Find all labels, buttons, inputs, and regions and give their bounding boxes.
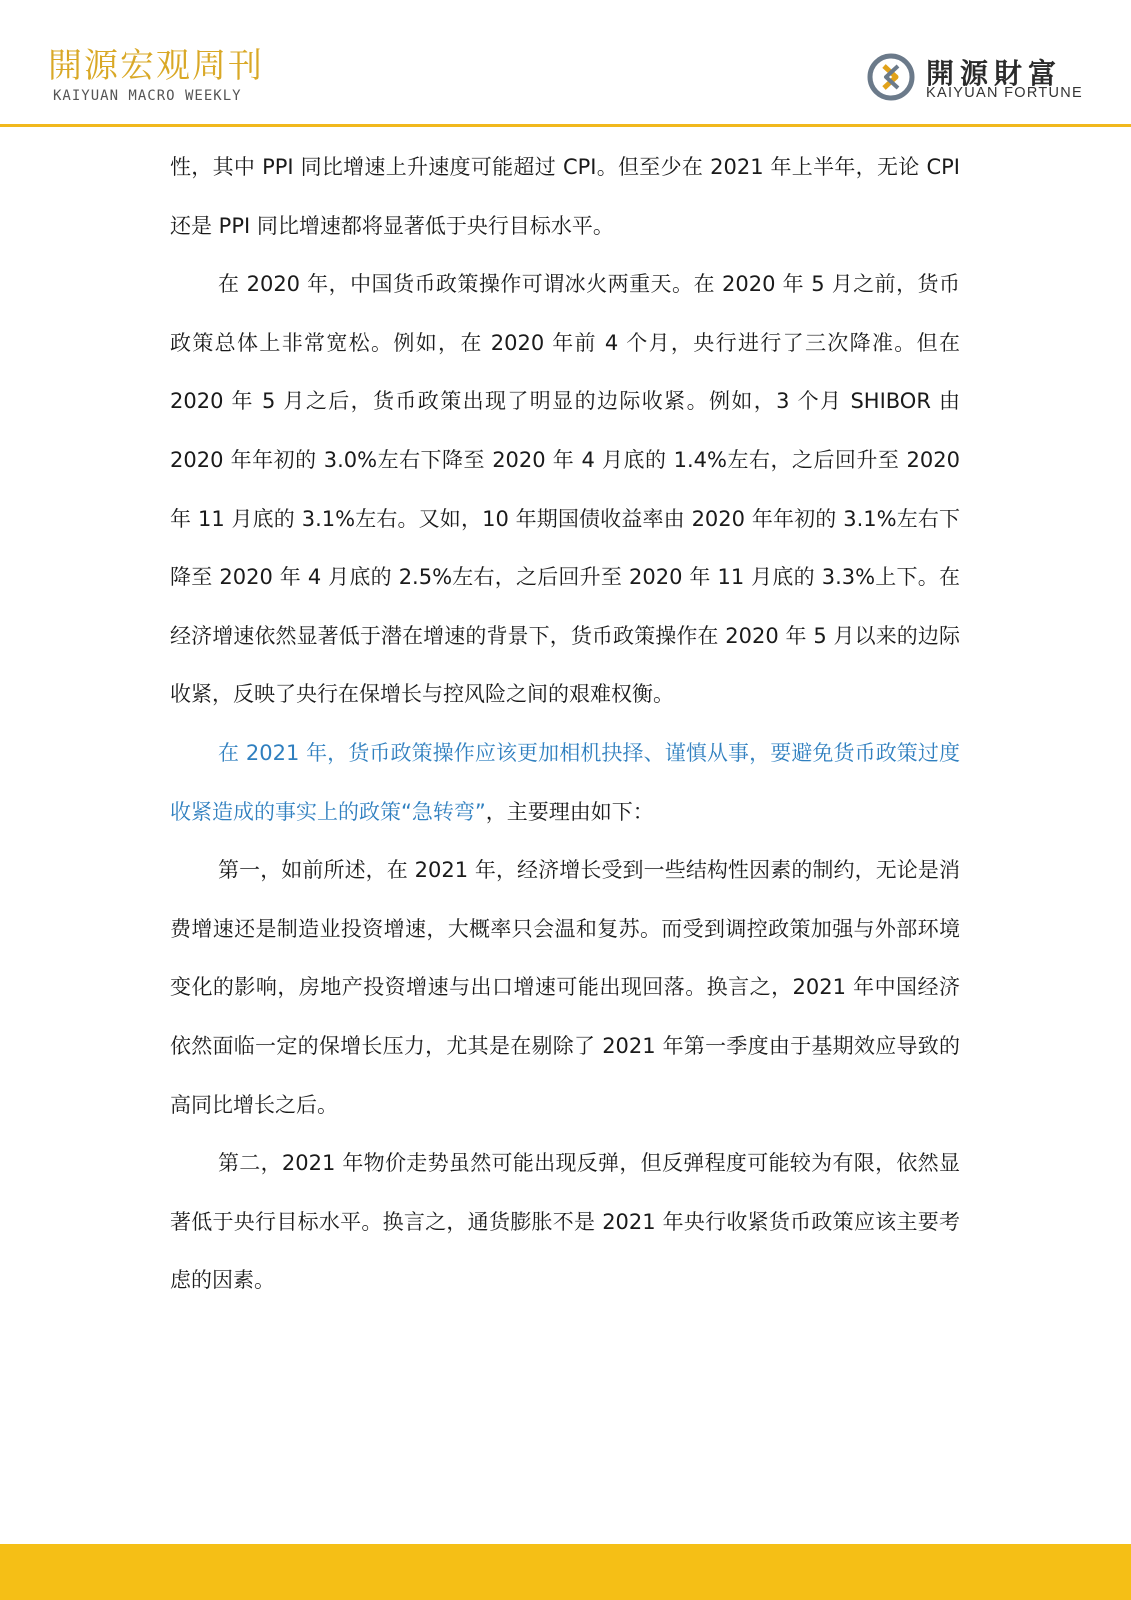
- paragraph-1: 性，其中 PPI 同比增速上升速度可能超过 CPI。但至少在 2021 年上半年，无论 CPI 还是 PPI 同比增速都将显著低于央行目标水平。: [170, 155, 960, 238]
- footer-bar: [0, 1544, 1131, 1600]
- paragraph-3: [170, 724, 960, 841]
- paragraph-5: 第二，2021 年物价走势虽然可能出现反弹，但反弹程度可能较为有限，依然显著低于央行目标水平。换言之，通货膨胀不是 2021 年央行收紧货币政策应该主要考虑的因素。: [170, 1151, 960, 1293]
- paragraph-2: 在 2020 年，中国货币政策操作可谓冰火两重天。在 2020 年 5 月之前，货币政策总体上非常宽松。例如，在 2020 年前 4 个月，央行进行了三次降准。但在 2020 年 5 月之后，货币政策出现了明显的边际收紧。例如，3 个月 SHIBOR 由 2020 年年初的 3.0%左右下降至 2020 年 4 月底的 1.4%左右，之后回升至 2020 年 11 月底的 3.1%左右。又如，10 年期国债收益率由 2020 年年初的 3.1%左右下降至 2020 年 4 月底的 2.5%左右，之后回升至 2020 年 11 月底的 3.3%上下。在经济增速依然显著低于潜在增速的背景下，货币政策操作在 2020 年 5 月以来的边际收紧，反映了央行在保增长与控风险之间的艰难权衡。: [170, 272, 960, 707]
- kaiyuan-logo-icon: [866, 52, 916, 102]
- key-point-text: 在 2021 年，货币政策操作应该更加相机抉择、谨慎从事，要避免货币政策过度收紧造成的事实上的政策“急转弯”: [170, 740, 960, 824]
- company-logo: [866, 52, 1086, 108]
- paragraph-3-tail: ，主要理由如下：: [485, 799, 654, 824]
- header-divider: [0, 124, 1131, 127]
- publication-subtitle: KAIYUAN MACRO WEEKLY: [53, 88, 242, 104]
- paragraph-4: 第一，如前所述，在 2021 年，经济增长受到一些结构性因素的制约，无论是消费增速还是制造业投资增速，大概率只会温和复苏。而受到调控政策加强与外部环境变化的影响，房地产投资增速与出口增速可能出现回落。换言之，2021 年中国经济依然面临一定的保增长压力，尤其是在剔除了 2021 年第一季度由于基期效应导致的高同比增长之后。: [170, 858, 960, 1117]
- publication-title: 開源宏观周刊: [48, 46, 264, 86]
- logo-text-en: KAIYUAN FORTUNE: [926, 85, 1084, 101]
- logo-text-cn: 開源財富: [926, 57, 1063, 90]
- article-body: [170, 138, 960, 1310]
- page-header: [0, 0, 1131, 128]
